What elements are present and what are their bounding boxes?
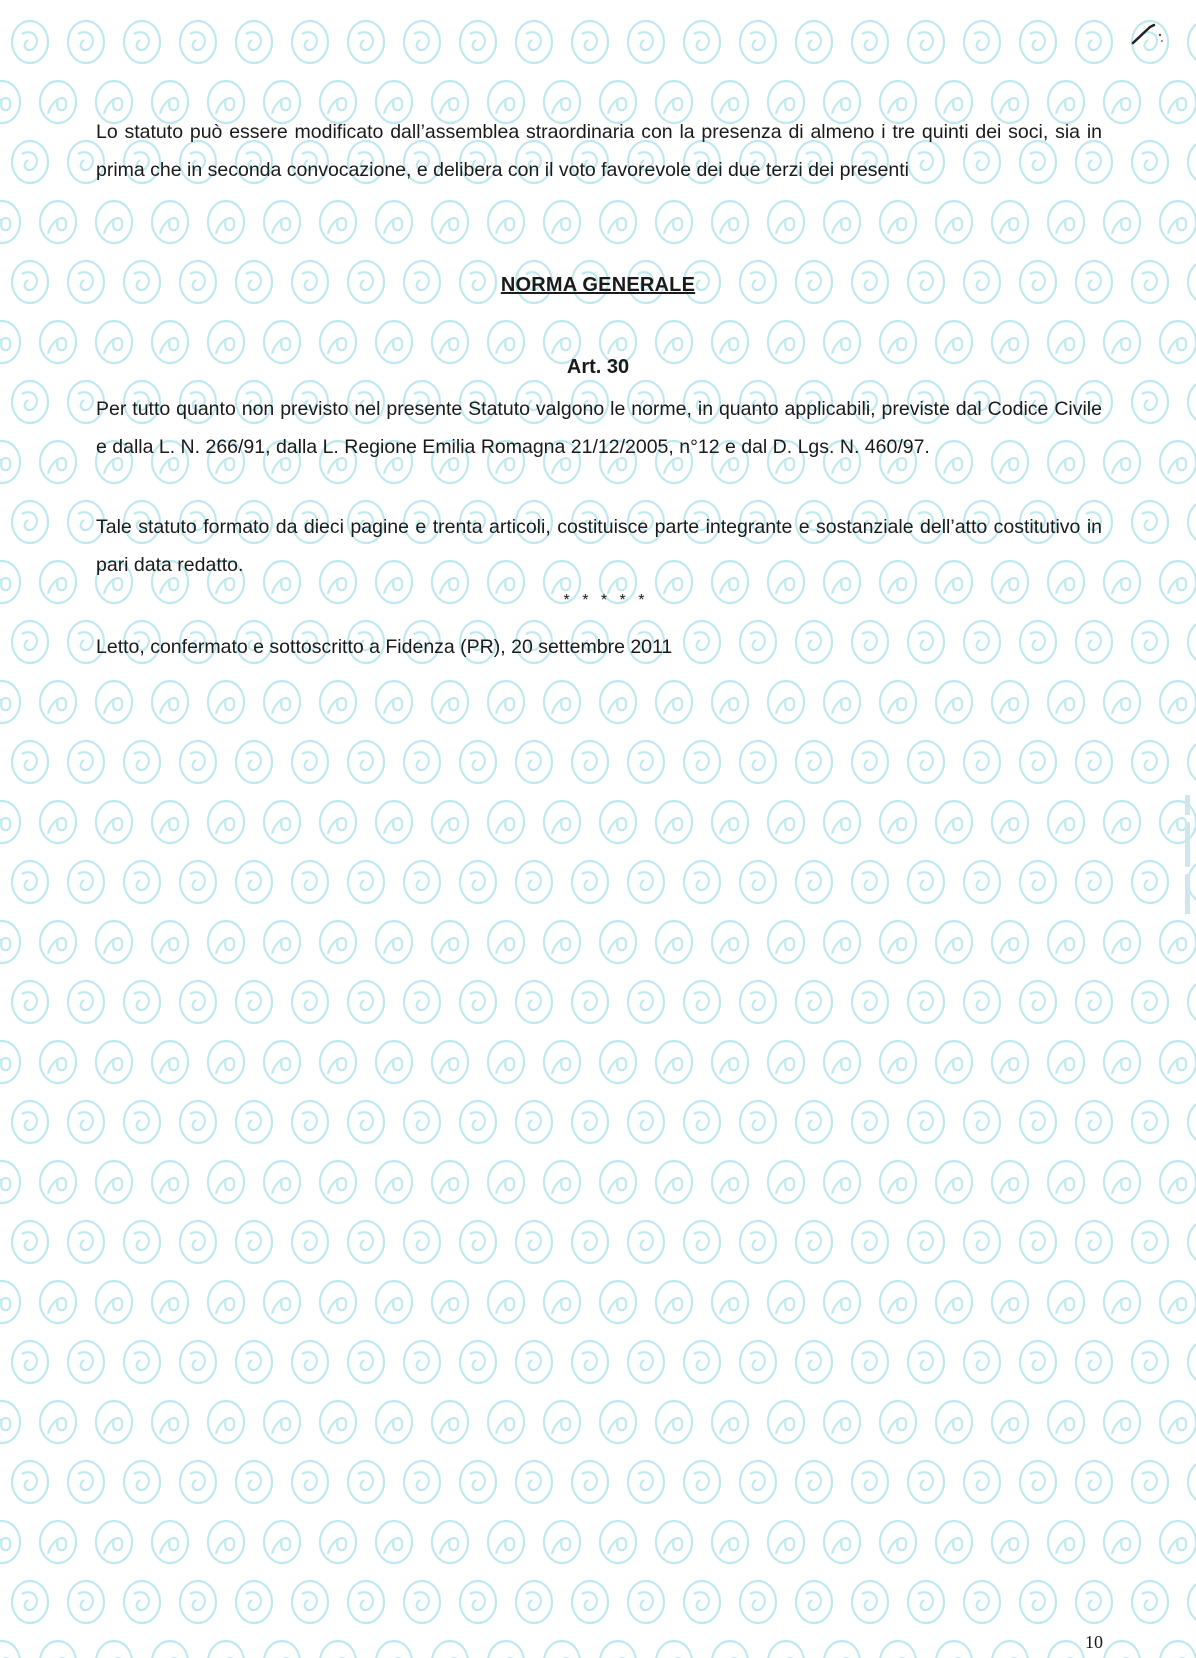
pen-mark-icon [1128, 15, 1168, 50]
paragraph-statute-integration: Tale statuto formato da dieci pagine e trenta articoli, costituisce parte integrante e sostanziale dell’atto costitutivo in pari data redatto. [96, 516, 1102, 576]
paragraph-statute-amendment: Lo statuto può essere modificato dall’assemblea straordinaria con la presenza di almeno i tre quinti dei soci, sia in prima che in seconda convocazione, e delibera con il voto favorevole dei due terzi dei presenti [96, 121, 1102, 181]
closing-signature-line: Letto, confermato e sottoscritto a Fidenza (PR), 20 settembre 2011 [96, 636, 673, 658]
side-serial-stamp [1183, 790, 1193, 930]
separator-stars: * * * * * [563, 592, 649, 609]
article-title: Art. 30 [566, 356, 630, 378]
page-number: 10 [1085, 1632, 1103, 1652]
paragraph-applicable-norms: Per tutto quanto non previsto nel presente Statuto valgono le norme, in quanto applicabili, previste dal Codice Civile e dalla L. N. 266/91, dalla L. Regione Emilia Romagna 21/12/2005, n°12 e dal D. Lgs. N. 460/97. [96, 398, 1102, 458]
section-heading: NORMA GENERALE [500, 274, 696, 296]
